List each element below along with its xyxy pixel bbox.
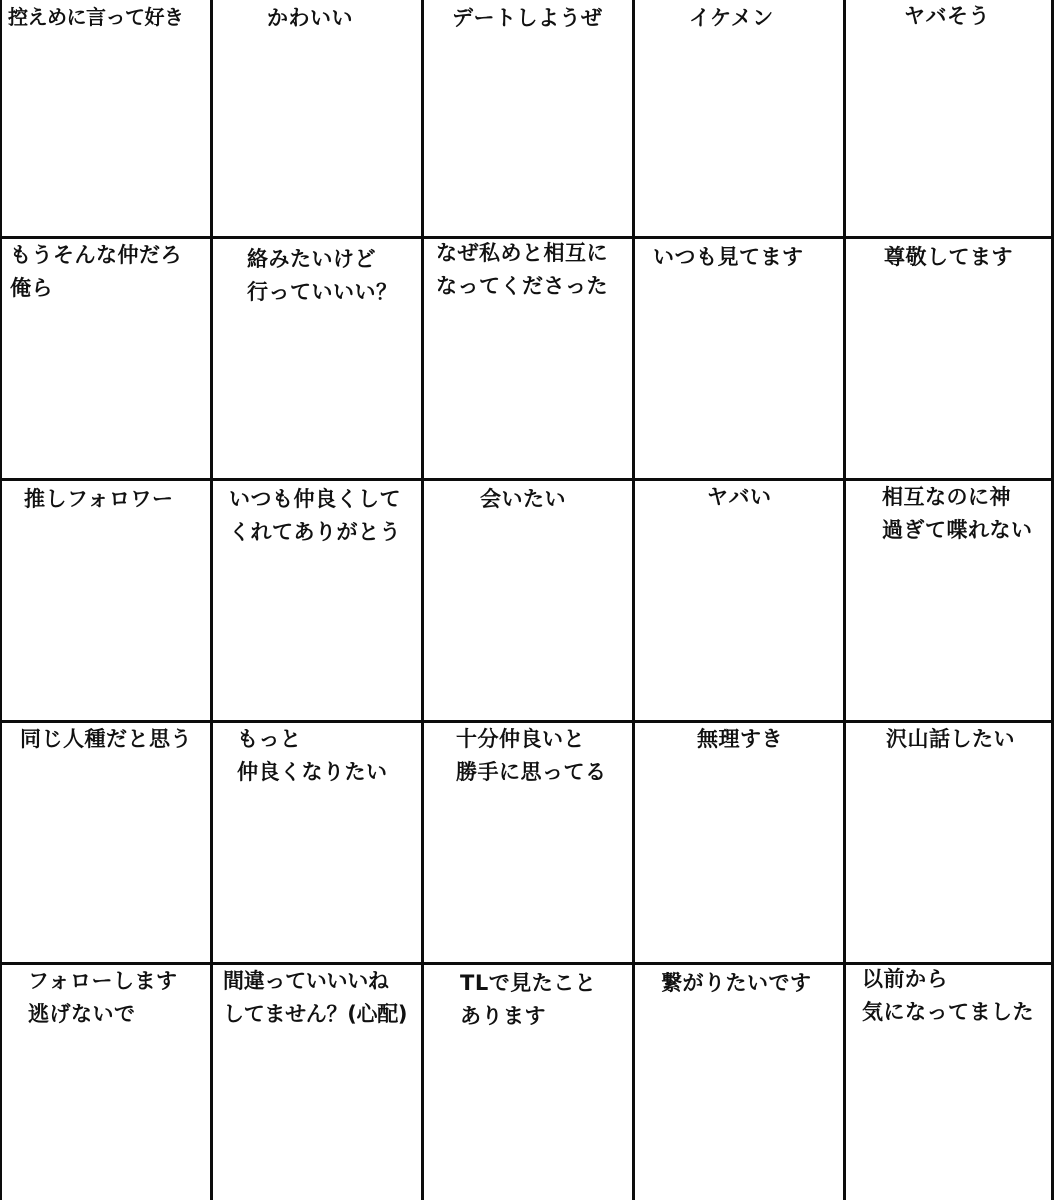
cell-label: 推しフォロワー [24, 487, 174, 511]
grid-cell-5-4 [632, 962, 843, 1200]
cell-label: いつも見てます [653, 245, 804, 269]
grid-cell-1-2 [210, 0, 421, 236]
cell-label: 無理すき [697, 727, 783, 751]
cell-label: フォローします 逃げないで [28, 969, 178, 1026]
grid-cell-1-5 [843, 0, 1054, 236]
grid-cell-4-1 [0, 720, 210, 962]
cell-label: なぜ私めと相互に なってくださった [436, 241, 608, 298]
cell-label: もうそんな仲だろ 俺ら [10, 243, 182, 300]
grid-cell-5-2 [210, 962, 421, 1200]
grid-cell-2-4 [632, 236, 843, 478]
grid-cell-5-3 [421, 962, 632, 1200]
cell-label: 尊敬してます [884, 245, 1013, 269]
cell-label: 沢山話したい [886, 727, 1015, 751]
grid-cell-4-2 [210, 720, 421, 962]
grid-cell-2-3 [421, 236, 632, 478]
cell-label: 同じ人種だと思う [20, 727, 192, 751]
cell-label: イケメン [689, 6, 774, 30]
cell-label: 十分仲良いと 勝手に思ってる [456, 727, 607, 784]
cell-label: 繋がりたいです [661, 971, 812, 995]
cell-label: TLで見たこと あります [460, 971, 597, 1028]
grid-cell-3-5 [843, 478, 1054, 720]
cell-label: 会いたい [480, 487, 566, 511]
grid-cell-3-2 [210, 478, 421, 720]
grid-cell-4-4 [632, 720, 843, 962]
cell-label: 以前から 気になってました [862, 967, 1034, 1024]
grid-cell-3-1 [0, 478, 210, 720]
cell-label: ヤバそう [904, 4, 990, 28]
grid-cell-1-3 [421, 0, 632, 236]
grid-cell-1-4 [632, 0, 843, 236]
grid-cell-3-3 [421, 478, 632, 720]
cell-label: 絡みたいけど 行っていいい？ [247, 247, 398, 304]
grid-cell-2-1 [0, 236, 210, 478]
grid-cell-5-1 [0, 962, 210, 1200]
cell-label: デートしようぜ [452, 6, 603, 30]
grid-cell-1-1 [0, 0, 210, 236]
cell-label: いつも仲良くして くれてありがとう [229, 487, 401, 544]
cell-label: ヤバい [707, 485, 772, 509]
grid-cell-2-5 [843, 236, 1054, 478]
grid-cell-3-4 [632, 478, 843, 720]
cell-label: 控えめに言って好き [8, 5, 184, 29]
cell-label: もっと 仲良くなりたい [237, 727, 388, 784]
grid-cell-5-5 [843, 962, 1054, 1200]
cell-label: かわいい [267, 6, 353, 30]
grid-cell-4-5 [843, 720, 1054, 962]
grid-cell-4-3 [421, 720, 632, 962]
grid-cell-2-2 [210, 236, 421, 478]
cell-label: 間違っていいいね してません？(心配) [223, 969, 408, 1026]
cell-label: 相互なのに神 過ぎて喋れない [882, 485, 1033, 542]
